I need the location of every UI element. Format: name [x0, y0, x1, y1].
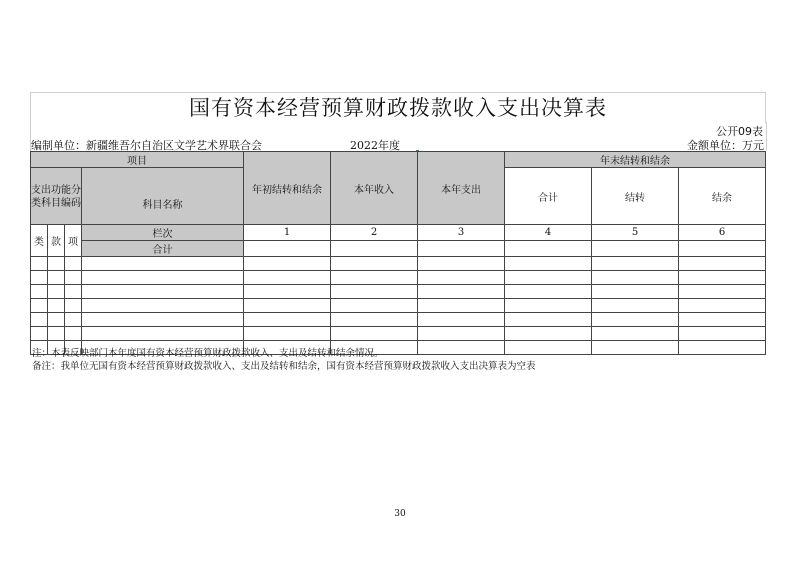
table-row	[31, 299, 766, 313]
column-no-6: 6	[679, 225, 766, 241]
budget-table-body	[30, 224, 766, 355]
header-income: 本年收入	[331, 152, 418, 226]
header-lei: 类	[31, 225, 48, 257]
note-1: 注：本表反映部门本年度国有资本经营预算财政拨款收入、支出及结转和结余情况。	[32, 348, 384, 359]
column-no-2: 2	[331, 225, 418, 241]
header-item: 项目	[31, 152, 244, 168]
header-begin-balance: 年初结转和结余	[244, 152, 331, 226]
header-xiang: 项	[65, 225, 82, 257]
table-row	[31, 285, 766, 299]
sum-cell	[331, 241, 418, 257]
column-no-5: 5	[592, 225, 679, 241]
sum-row-label: 合计	[82, 241, 244, 257]
page-title: 国有资本经营预算财政拨款收入支出决算表	[30, 92, 766, 123]
column-no-label: 栏次	[82, 225, 244, 241]
sum-cell	[418, 241, 505, 257]
form-code: 公开09表	[716, 125, 763, 138]
header-subject-name: 科目名称	[82, 168, 244, 240]
table-row	[31, 257, 766, 271]
year-label: 2022年度	[350, 139, 400, 152]
header-func-code: 支出功能分类科目编码	[31, 168, 82, 226]
sum-cell	[679, 241, 766, 257]
sum-cell	[592, 241, 679, 257]
column-no-3: 3	[418, 225, 505, 241]
page-number: 30	[394, 509, 406, 519]
table-row	[31, 271, 766, 285]
note-2: 备注：我单位无国有资本经营预算财政拨款收入、支出及结转和结余，国有资本经营预算财政拨款收入支出决算表为空表	[32, 361, 536, 372]
header-total: 合计	[505, 168, 592, 226]
sum-cell	[244, 241, 331, 257]
header-surplus: 结余	[679, 168, 766, 226]
header-expense: 本年支出	[418, 152, 505, 226]
unit-label: 编制单位：新疆维吾尔自治区文学艺术界联合会	[31, 139, 262, 152]
column-no-1: 1	[244, 225, 331, 241]
header-kuan: 款	[48, 225, 65, 257]
column-no-4: 4	[505, 225, 592, 241]
table-row	[31, 327, 766, 341]
header-end-balance: 年末结转和结余	[505, 152, 766, 168]
sum-cell	[505, 241, 592, 257]
table-row	[31, 313, 766, 327]
amount-unit: 金额单位：万元	[687, 139, 764, 152]
header-carryover: 结转	[592, 168, 679, 226]
